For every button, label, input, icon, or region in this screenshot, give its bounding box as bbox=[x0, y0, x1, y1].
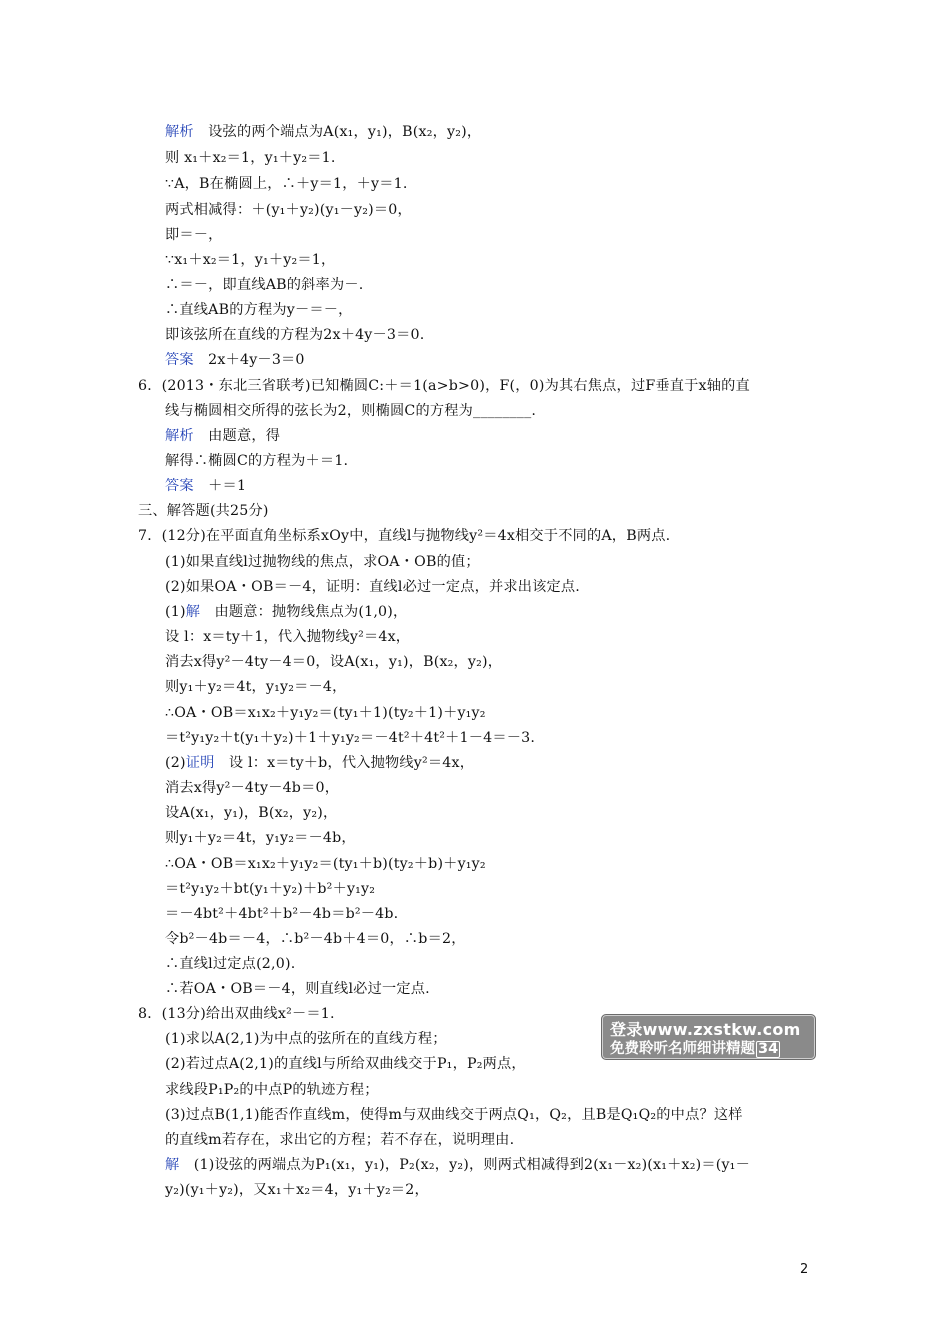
text-line: ∴OA・OB＝x₁x₂＋y₁y₂＝(ty₁＋1)(ty₂＋1)＋y₁y₂ bbox=[165, 705, 486, 721]
text-line: ∴直线AB的方程为y－＝－， bbox=[165, 302, 353, 318]
text-line: 令b²－4b＝－4，∴b²－4b＋4＝0，∴b＝2， bbox=[165, 931, 466, 947]
question-7: 7．(12分)在平面直角坐标系xOy中，直线l与抛物线y²＝4x相交于不同的A，B两点. bbox=[138, 528, 671, 544]
text-line: ＝－4bt²＋4bt²＋b²－4b＝b²－4b. bbox=[165, 906, 399, 922]
answer-label: 答案 bbox=[165, 352, 194, 368]
solution-label: 解析 bbox=[165, 428, 194, 444]
text-line: (1)如果直线l过抛物线的焦点，求OA・OB的值； bbox=[165, 554, 480, 570]
text-line: 解析 设弦的两个端点为A(x₁，y₁)，B(x₂，y₂)， bbox=[165, 124, 482, 140]
text-line: ∴＝－，即直线AB的斜率为－. bbox=[165, 277, 364, 293]
text-line: (1)解 由题意：抛物线焦点为(1,0)， bbox=[165, 604, 408, 620]
text-line: ∵A，B在椭圆上，∴＋y＝1，＋y＝1. bbox=[165, 176, 408, 192]
text-line: 解析 由题意，得 bbox=[165, 428, 281, 444]
text-line: 设A(x₁，y₁)，B(x₂，y₂)， bbox=[165, 805, 338, 821]
text-line: ＝t²y₁y₂＋t(y₁＋y₂)＋1＋y₁y₂＝－4t²＋4t²＋1－4＝－3. bbox=[165, 730, 536, 746]
text-line: ＝t²y₁y₂＋bt(y₁＋y₂)＋b²＋y₁y₂ bbox=[165, 881, 376, 897]
text-line: 答案 ＋＝1 bbox=[165, 478, 247, 494]
text-line: ∴直线l过定点(2,0). bbox=[165, 956, 296, 972]
stamp-site-text: 登录www.zxstkw.com bbox=[610, 1020, 801, 1039]
text-line: 则 x₁＋x₂＝1，y₁＋y₂＝1. bbox=[165, 150, 336, 166]
text-line: 的直线m若存在，求出它的方程；若不存在，说明理由. bbox=[165, 1132, 515, 1148]
page-number: 2 bbox=[800, 1262, 809, 1277]
text-line: 设 l：x＝ty＋1，代入抛物线y²＝4x， bbox=[165, 629, 411, 645]
text-line: ∵x₁＋x₂＝1，y₁＋y₂＝1， bbox=[165, 252, 336, 268]
text-line: 答案 2x＋4y－3＝0 bbox=[165, 352, 305, 368]
stamp-slogan: 免费聆听名师细讲精题 34 bbox=[610, 1041, 779, 1057]
text-line: 解得∴椭圆C的方程为＋＝1. bbox=[165, 453, 349, 469]
solution-label: 解 bbox=[185, 604, 201, 620]
solution-label: 解 bbox=[165, 1157, 180, 1173]
text-line: 则y₁＋y₂＝4t，y₁y₂＝－4b， bbox=[165, 830, 356, 846]
text-line: 线与椭圆相交所得的弦长为2，则椭圆C的方程为________. bbox=[165, 403, 537, 419]
stamp-badge: 34 bbox=[758, 1041, 779, 1057]
text-line: 即＝－， bbox=[165, 227, 223, 243]
text-line: (2)证明 设 l：x＝ty＋b，代入抛物线y²＝4x， bbox=[165, 755, 475, 771]
text-line: y₂)(y₁＋y₂)，又x₁＋x₂＝4，y₁＋y₂＝2， bbox=[165, 1182, 429, 1198]
question-6: 6．(2013・东北三省联考)已知椭圆C:＋＝1(a>b>0)，F(，0)为其右焦点，过F垂直于x轴的直 bbox=[138, 378, 750, 394]
question-8: 8．(13分)给出双曲线x²－＝1. bbox=[138, 1006, 335, 1022]
text-line: (1)求以A(2,1)为中点的弦所在的直线方程； bbox=[165, 1031, 447, 1047]
solution-label: 解析 bbox=[165, 124, 194, 140]
text-line: 消去x得y²－4ty－4＝0，设A(x₁，y₁)，B(x₂，y₂)， bbox=[165, 654, 503, 670]
text-line: 解 (1)设弦的两端点为P₁(x₁，y₁)，P₂(x₂，y₂)，则两式相减得到2(x₁－x₂)(x₁＋x₂)＝(y₁－ bbox=[165, 1157, 750, 1173]
text-line: 两式相减得：＋(y₁＋y₂)(y₁－y₂)＝0， bbox=[165, 202, 412, 218]
text-line: (2)若过点A(2,1)的直线l与所给双曲线交于P₁，P₂两点， bbox=[165, 1056, 526, 1072]
text-line: (2)如果OA・OB＝－4，证明：直线l必过一定点，并求出该定点. bbox=[165, 579, 581, 595]
section-heading: 三、解答题(共25分) bbox=[138, 503, 269, 519]
text-line: 则y₁＋y₂＝4t，y₁y₂＝－4， bbox=[165, 679, 347, 695]
text-line: 消去x得y²－4ty－4b＝0， bbox=[165, 780, 340, 796]
text-line: 求线段P₁P₂的中点P的轨迹方程； bbox=[165, 1082, 379, 1098]
text-line: ∴若OA・OB＝－4，则直线l必过一定点. bbox=[165, 981, 430, 997]
text-line: (3)过点B(1,1)能否作直线m，使得m与双曲线交于两点Q₁，Q₂，且B是Q₁Q₂的中点？这样 bbox=[165, 1107, 743, 1123]
proof-label: 证明 bbox=[185, 755, 215, 771]
text-line: 即该弦所在直线的方程为2x＋4y－3＝0. bbox=[165, 327, 425, 343]
text-line: ∴OA・OB＝x₁x₂＋y₁y₂＝(ty₁＋b)(ty₂＋b)＋y₁y₂ bbox=[165, 856, 486, 872]
watermark-stamp bbox=[601, 1014, 816, 1060]
answer-label: 答案 bbox=[165, 478, 194, 494]
